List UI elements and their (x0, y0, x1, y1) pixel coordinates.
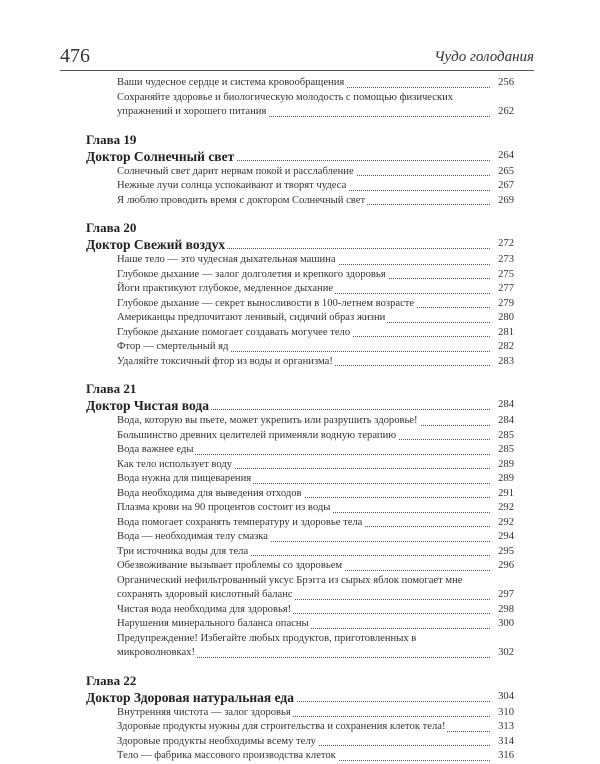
toc-entry-page: 295 (498, 545, 514, 560)
toc-entry (86, 487, 514, 502)
chapter-label: Глава 19 (86, 131, 137, 147)
toc-entry-title: Нарушения минерального баланса опасны (117, 618, 309, 629)
toc-entry (86, 472, 514, 487)
toc-entry-title: Органический нефильтрованный уксус Брэгга из сырых яблок помогает мне сохранять здоровый кислотный баланс (117, 574, 463, 600)
toc-entry-page: 284 (498, 414, 514, 429)
toc-entry (86, 326, 514, 341)
toc-entry-title: Обезвоживание вызывает проблемы со здоровьем (117, 560, 343, 571)
toc-entry (86, 458, 514, 473)
table-of-contents (86, 76, 514, 764)
toc-entry-page: 302 (498, 646, 514, 661)
chapter-title-row (86, 148, 514, 165)
toc-entry-page: 310 (498, 706, 514, 721)
toc-entry-page: 314 (498, 735, 514, 750)
toc-entry-page: 282 (498, 340, 514, 355)
chapter-title-row (86, 689, 514, 706)
toc-entry-page: 285 (498, 443, 514, 458)
toc-entry (86, 735, 514, 750)
chapter-label: Глава 20 (86, 220, 137, 235)
toc-entry-title: Йоги практикуют глубокое, медленное дыхание (117, 283, 334, 294)
toc-entry (86, 194, 514, 209)
toc-entry-title: Вода помогает сохранять температуру и здоровье тела (117, 516, 363, 528)
toc-entry-page: 296 (498, 559, 514, 574)
toc-entry-title: Как тело использует воду (117, 458, 233, 470)
toc-entry (86, 165, 514, 180)
toc-entry-title: Глубокое дыхание — секрет выносливости в 100-летнем возрасте (117, 297, 415, 309)
toc-entry-page: 300 (498, 617, 514, 632)
running-title: Чудо голодания (434, 49, 534, 65)
page-number: 476 (60, 45, 90, 67)
chapter-block (86, 132, 514, 209)
toc-entry-page: 294 (498, 530, 514, 545)
chapter-label: Глава 22 (86, 672, 137, 688)
toc-entry-page: 273 (498, 253, 514, 268)
toc-entry-page: 265 (498, 165, 514, 180)
toc-entry-page: 285 (498, 429, 514, 444)
chapter-page: 304 (498, 688, 514, 705)
toc-entry-title: Тело — фабрика массового производства клеток (117, 750, 336, 761)
toc-entry-title: Предупреждение! Избегайте любых продуктов, приготовленных в микроволновках! (117, 632, 417, 658)
chapter-title: Доктор Чистая вода (86, 398, 209, 413)
toc-entry (86, 414, 514, 429)
toc-entry-page: 289 (498, 472, 514, 487)
chapters (86, 132, 514, 764)
toc-entry (86, 282, 514, 297)
toc-entry (86, 91, 514, 120)
toc-entry-title: Большинство древних целителей применяли водную терапию (117, 429, 397, 441)
toc-entry (86, 559, 514, 574)
toc-entry-title: Фтор — смертельный яд (117, 341, 229, 352)
toc-entry-title: Ваши чудесное сердце и система кровообращения (117, 77, 345, 88)
toc-entry-title: Вода важнее еды (117, 444, 194, 455)
chapter-title: Доктор Свежий воздух (86, 237, 226, 252)
toc-entry (86, 706, 514, 721)
toc-entry-page: 289 (498, 458, 514, 473)
toc-entry-page: 280 (498, 311, 514, 326)
toc-entry-page: 283 (498, 355, 514, 370)
chapter-label: Глава 21 (86, 381, 137, 396)
toc-entry-page: 316 (498, 749, 514, 764)
toc-entry-title: Три источника воды для тела (117, 545, 249, 557)
toc-entry-title: Вода нужна для пищеварения (117, 473, 252, 484)
toc-entry-title: Солнечный свет дарит нервам покой и расслабление (117, 165, 354, 177)
toc-entry (86, 340, 514, 355)
toc-entry-title: Я люблю проводить время с доктором Солнечный свет (117, 194, 366, 206)
toc-entry-page: 292 (498, 501, 514, 516)
chapter-title-row (86, 397, 514, 414)
toc-entry-title: Глубокое дыхание — залог долголетия и крепкого здоровья (117, 268, 386, 280)
toc-entry-title: Наше тело — это чудесная дыхательная машина (117, 254, 336, 265)
toc-entry-page: 291 (498, 487, 514, 502)
toc-entry-title: Вода необходима для выведения отходов (117, 487, 302, 499)
toc-entry (86, 530, 514, 545)
toc-entry (86, 603, 514, 618)
toc-entry (86, 545, 514, 560)
toc-entry-title: Вода, которую вы пьете, может укрепить или разрушить здоровье! (117, 415, 418, 426)
toc-entry-page: 297 (498, 588, 514, 603)
toc-entry (86, 253, 514, 268)
toc-entry-page: 292 (498, 516, 514, 531)
toc-entry (86, 617, 514, 632)
toc-entry (86, 501, 514, 516)
toc-entry (86, 355, 514, 370)
toc-entry-page: 298 (498, 603, 514, 618)
toc-entry (86, 268, 514, 283)
toc-entry-page: 269 (498, 194, 514, 209)
toc-entry (86, 297, 514, 312)
chapter-block (86, 220, 514, 369)
toc-entry-page: 279 (498, 297, 514, 312)
chapter-page: 284 (498, 396, 514, 413)
toc-entry-page: 267 (498, 179, 514, 194)
toc-entry (86, 429, 514, 444)
chapter-title: Доктор Солнечный свет (86, 148, 235, 164)
chapter-title: Доктор Здоровая натуральная еда (86, 689, 294, 705)
chapter-block (86, 381, 514, 661)
toc-entry-page: 281 (498, 326, 514, 341)
toc-entry-page: 277 (498, 282, 514, 297)
toc-entry (86, 632, 514, 661)
toc-entry-page: 313 (498, 720, 514, 735)
toc-entry (86, 516, 514, 531)
toc-entry-title: Удаляйте токсичный фтор из воды и организма! (117, 355, 333, 367)
toc-entry (86, 574, 514, 603)
top-entries (86, 76, 514, 120)
toc-entry (86, 179, 514, 194)
page-header (60, 46, 534, 71)
chapter-page: 264 (498, 147, 514, 164)
toc-entry-page: 275 (498, 268, 514, 283)
toc-entry (86, 76, 514, 91)
toc-entry-title: Американцы предпочитают ленивый, сидячий образ жизни (117, 312, 386, 323)
toc-entry-title: Здоровые продукты необходимы всему телу (117, 735, 316, 747)
toc-entry-page: 256 (498, 76, 514, 91)
toc-entry (86, 443, 514, 458)
toc-entry-title: Нежные лучи солнца успокаивают и творят чудеса (117, 180, 347, 191)
toc-entry-title: Глубокое дыхание помогает создавать могучее тело (117, 326, 351, 338)
toc-entry (86, 720, 514, 735)
toc-entry-title: Сохраняйте здоровье и биологическую молодость с помощью физических упражнений и хорошего питания (117, 91, 454, 117)
toc-entry (86, 749, 514, 764)
toc-entry-title: Плазма крови на 90 процентов состоит из воды (117, 502, 331, 513)
toc-entry (86, 311, 514, 326)
toc-entry-title: Вода — необходимая телу смазка (117, 531, 268, 542)
toc-entry-title: Внутренняя чистота — залог здоровья (117, 706, 291, 718)
chapter-title-row (86, 236, 514, 253)
toc-entry-title: Здоровые продукты нужны для строительства и сохранения клеток тела! (117, 721, 446, 732)
toc-entry-page: 262 (498, 105, 514, 120)
toc-entry-title: Чистая вода необходима для здоровья! (117, 603, 292, 615)
chapter-page: 272 (498, 235, 514, 252)
